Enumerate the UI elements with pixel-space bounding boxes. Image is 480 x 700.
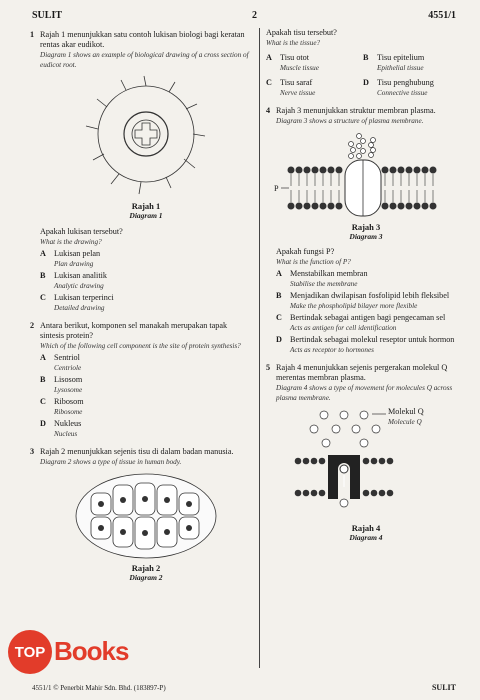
option-text: Bertindak sebagai antigen bagi pengecaman sel	[290, 313, 446, 322]
option-text-english: Epithelial tissue	[377, 64, 424, 72]
option-text: Lukisan terperinci	[54, 293, 114, 302]
option-text-english: Acts as antigen for cell identification	[290, 324, 397, 332]
option-letter: C	[266, 78, 272, 87]
question-3-continued	[266, 28, 456, 98]
option-text-english: Stabilise the membrane	[290, 280, 358, 288]
topbooks-logo	[8, 630, 158, 674]
option-text: Bertindak sebagai molekul reseptor untuk hormon	[290, 335, 455, 344]
option-letter: C	[276, 313, 282, 322]
option-letter: A	[276, 269, 282, 278]
option-text: Ribosom	[54, 397, 84, 406]
option-b[interactable]	[276, 291, 456, 311]
option-a[interactable]	[40, 249, 252, 269]
diagram-2-caption: Rajah 2	[131, 563, 161, 573]
paper-code: 4551/1	[428, 10, 456, 21]
option-letter: B	[363, 53, 369, 62]
option-letter: C	[40, 293, 46, 302]
logo-badge: TOP	[8, 630, 52, 674]
question-text: Rajah 3 menunjukkan struktur membran plasma.	[276, 106, 436, 115]
option-letter: B	[40, 375, 46, 384]
question-number: 3	[30, 447, 35, 456]
column-divider	[259, 28, 260, 668]
option-text-english: Muscle tissue	[280, 64, 319, 72]
right-column	[266, 28, 456, 551]
molecule-q-label-english: Molecule Q	[388, 418, 422, 426]
option-b[interactable]	[40, 375, 252, 395]
option-text: Lisosom	[54, 375, 83, 384]
footer-sulit: SULIT	[431, 683, 456, 692]
option-text: Tisu penghubung	[377, 78, 434, 87]
option-letter: D	[40, 419, 46, 428]
question-number: 4	[266, 106, 271, 115]
option-a[interactable]	[276, 269, 456, 289]
option-text-english: Acts as receptor to hormones	[290, 346, 374, 354]
option-text: Tisu epitelium	[377, 53, 425, 62]
option-d[interactable]	[363, 78, 456, 98]
option-text-english: Plan drawing	[54, 260, 94, 268]
question-text-english: Which of the following cell component is the site of protein synthesis?	[40, 342, 241, 350]
question-2	[30, 321, 252, 439]
page-number: 2	[252, 10, 257, 21]
option-letter: C	[40, 397, 46, 406]
option-text-english: Connective tissue	[377, 89, 428, 97]
question-3	[30, 447, 252, 583]
option-c[interactable]	[276, 313, 456, 333]
question-5	[266, 363, 456, 543]
option-text-english: Ribosome	[54, 408, 83, 416]
question-prompt: Apakah tisu tersebut?	[266, 28, 337, 37]
option-b[interactable]	[363, 53, 456, 73]
option-c[interactable]	[266, 78, 359, 98]
option-letter: B	[40, 271, 46, 280]
option-text: Tisu saraf	[280, 78, 313, 87]
option-letter: D	[363, 78, 369, 87]
question-text: Rajah 2 menunjukkan sejenis tisu di dalam badan manusia.	[40, 447, 234, 456]
option-letter: A	[40, 249, 46, 258]
option-text-english: Detailed drawing	[54, 304, 105, 312]
left-column	[30, 30, 252, 591]
question-prompt: Apakah fungsi P?	[276, 247, 335, 256]
option-text: Sentriol	[54, 353, 80, 362]
question-1	[30, 30, 252, 313]
option-text-english: Lysosome	[54, 386, 83, 394]
question-prompt: Apakah lukisan tersebut?	[40, 227, 123, 236]
diagram-4	[276, 403, 456, 521]
question-text-english: Diagram 2 shows a type of tissue in human body.	[40, 458, 182, 466]
question-prompt-english: What is the drawing?	[40, 238, 102, 246]
molecule-transport-diagram	[294, 407, 394, 519]
option-d[interactable]	[276, 335, 456, 355]
option-c[interactable]	[40, 293, 252, 313]
question-text-english: Diagram 1 shows an example of biological drawing of a cross section of eudicot root.	[40, 51, 249, 69]
question-number: 1	[30, 30, 35, 39]
option-b[interactable]	[40, 271, 252, 291]
diagram-2-caption-english: Diagram 2	[129, 573, 163, 582]
logo-wordmark: Books	[54, 636, 129, 666]
footer-copyright: 4551/1 © Penerbit Mahir Sdn. Bhd. (183897-P)	[32, 684, 166, 692]
question-4: 4 Rajah 3 menunjukkan struktur membran plasma. Diagram 3 shows a structure of plasma membrane. P Rajah 3 Diagram 3 Apakah fungsi P? What is the function of P? A Menstabilkan membran Stabilise the membrane B Menjadikan dwilapisan fosfolipid lebih fleksibel Make the phospholipid bilayer more flexible C Bertindak sebagai antigen bagi pengecaman sel Acts as antigen for cell identification D Bertindak sebagai molekul reseptor untuk hormon Acts as receptor to hormones	[266, 106, 455, 354]
eudicot-root-diagram	[71, 74, 221, 199]
question-number: 2	[30, 321, 35, 330]
option-text-english: Centriole	[54, 364, 82, 372]
option-a[interactable]	[40, 353, 252, 373]
question-text: Antara berikut, komponen sel manakah merupakan tapak sintesis protein?	[40, 321, 228, 340]
option-text: Tisu otot	[280, 53, 310, 62]
tissue-diagram	[71, 471, 221, 561]
option-text: Menjadikan dwilapisan fosfolipid lebih fleksibel	[290, 291, 450, 300]
diagram-1-caption: Rajah 1	[131, 201, 161, 211]
option-text: Nukleus	[54, 419, 82, 428]
option-text-english: Nucleus	[54, 430, 78, 438]
option-text-english: Analytic drawing	[54, 282, 104, 290]
diagram-4-caption-english: Diagram 4	[349, 533, 383, 542]
option-text: Lukisan pelan	[54, 249, 101, 258]
option-letter: A	[266, 53, 272, 62]
question-text: Rajah 4 menunjukkan sejenis pergerakan molekul Q merentas membran plasma.	[276, 363, 448, 382]
question-number: 5	[266, 363, 271, 372]
option-letter: A	[40, 353, 46, 362]
option-d[interactable]	[40, 419, 252, 439]
question-prompt-english: What is the function of P?	[276, 258, 351, 266]
option-a[interactable]	[266, 53, 359, 73]
diagram-1-caption-english: Diagram 1	[129, 211, 163, 220]
option-c[interactable]	[40, 397, 252, 417]
option-text: Menstabilkan membran	[290, 269, 368, 278]
option-text-english: Nerve tissue	[280, 89, 316, 97]
diagram-3-caption-english: Diagram 3	[349, 232, 383, 241]
option-letter: D	[276, 335, 282, 344]
question-text-english: Diagram 3 shows a structure of plasma membrane.	[276, 117, 424, 125]
question-prompt-english: What is the tissue?	[266, 39, 321, 47]
header-sulit: SULIT	[32, 10, 63, 21]
option-letter: B	[276, 291, 282, 300]
question-text: Rajah 1 menunjukkan satu contoh lukisan biologi bagi keratan rentas akar eudikot.	[40, 30, 245, 49]
option-text: Lukisan analitik	[54, 271, 107, 280]
label-arrow	[372, 409, 386, 419]
question-text-english: Diagram 4 shows a type of movement for molecules Q across plasma membrane.	[276, 384, 453, 402]
option-text-english: Make the phospholipid bilayer more flexible	[290, 302, 418, 310]
diagram-3-caption: Rajah 3	[351, 222, 381, 232]
molecule-q-label: Molekul Q	[388, 407, 424, 416]
diagram-4-caption: Rajah 4	[351, 523, 381, 533]
